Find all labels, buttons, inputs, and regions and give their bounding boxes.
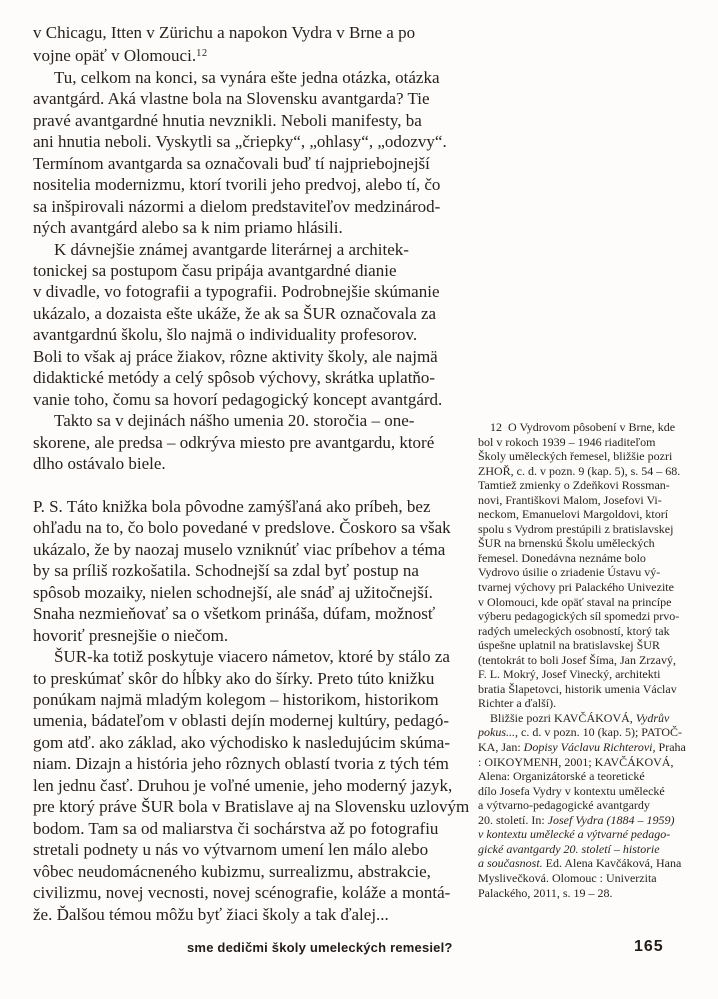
text-line: avantgárd. Aká vlastne bola na Slovensku avantgarda? Tie [33, 89, 430, 109]
text-line: umenia, bádateľom v oblasti dejín modernej kultúry, pedagó- [33, 711, 450, 731]
text-line: výberu pedagogických síl spomedzi prvo- [478, 609, 680, 624]
text-line: Termínom avantgarda sa označovali buď tí najpriebojnejší [33, 153, 430, 173]
text-line: bol v rokoch 1939 – 1946 riaditeľom [478, 434, 656, 449]
text-line: tonickej sa postupom času pripája avantgardné dianie [33, 260, 397, 280]
text-line: neckom, Emanuelovi Margoldovi, ktorí [478, 507, 669, 522]
text-line: Bližšie pozri KAVČÁKOVÁ, Vydrův [490, 710, 670, 725]
paragraph [478, 420, 708, 711]
text-line: stretali podnety u nás vo výtvarnom umení len málo alebo [33, 840, 429, 860]
text-line: úspešne uplatnil na bratislavskej ŠUR [478, 638, 660, 653]
text-line: Snaha nezmieňovať sa o všetkom prináša, dúfam, možnosť [33, 604, 436, 624]
text-line: ŠUR-ka totiž poskytuje viacero námetov, ktoré by stálo za [54, 647, 450, 667]
text-line: v divadle, vo fotografii a typografii. Podrobnejšie skúmanie [33, 282, 440, 302]
text-line: nositelia modernizmu, ktorí tvorili jeho predvoj, alebo tí, čo [33, 175, 441, 195]
text-line: ponúkam najmä mladým kolegom – historikom, historikom [33, 690, 439, 710]
text-line: vanie toho, čomu sa hovorí pedagogický koncept avantgárd. [33, 389, 443, 409]
text-line: avantgardnú školu, šlo najmä o individuality profesorov. [33, 325, 418, 345]
text-line: Myslivečková. Olomouc : Univerzita [478, 870, 657, 885]
paragraph [33, 22, 481, 67]
text-line: F. L. Mokrý, Josef Vinecký, architekti [478, 667, 661, 682]
text-line: Tu, celkom na konci, sa vynára ešte jedna otázka, otázka [54, 67, 440, 87]
text-line: v kontextu umělecké a výtvarné pedago- [478, 827, 671, 842]
text-line: K dávnejšie známej avantgarde literárnej a architek- [54, 239, 409, 259]
text-line: niam. Dizajn a história jeho rôznych oblastí tvoria z tých tém [33, 754, 449, 774]
text-line: Školy uměleckých řemesel, bližšie pozri [478, 449, 673, 464]
text-line: pravé avantgardné hnutia nevznikli. Neboli manifesty, ba [33, 110, 422, 130]
text-line: Richter a ďalší). [478, 696, 557, 711]
text-line: v Olomouci, kde opäť staval na princípe [478, 594, 672, 609]
text-line: pokus..., c. d. v pozn. 10 (kap. 5); PATOČ- [478, 725, 682, 740]
text-line: ukázalo, a dozaista ešte ukáže, že ak sa ŠUR označovala za [33, 303, 437, 323]
text-line: (tentokrát to boli Josef Šíma, Jan Zrzavý, [478, 652, 676, 667]
text-line: 20. století. In: Josef Vydra (1884 – 1959) [478, 812, 675, 827]
paragraph [33, 239, 481, 411]
text-line: didaktické metódy a celý spôsob výchovy, skrátka uplatňo- [33, 368, 436, 388]
text-line: pre ktorý práve ŠUR bola v Bratislave aj na Slovensku uzlovým [33, 797, 470, 817]
main-text-column [33, 22, 481, 925]
text-line: že. Ďalšou témou môžu byť žiaci školy a tak ďalej... [33, 904, 389, 924]
text-line: ZHOŘ, c. d. v pozn. 9 (kap. 5), s. 54 – 68. [478, 463, 681, 478]
footnote-column [478, 420, 708, 900]
text-line: Vydrovo úsilie o zriadenie Ústavu vý- [478, 565, 661, 580]
paragraph [33, 67, 481, 239]
text-line: vojne opäť v Olomouci.$^{12}$ [33, 46, 208, 66]
text-line: gické avantgardy 20. století – historie [478, 841, 660, 856]
text-line: Takto sa v dejinách nášho umenia 20. storočia – one- [54, 411, 415, 431]
text-line: to preskúmať skôr do hĺbky ako do šírky. Preto túto knižku [33, 668, 435, 688]
text-line: dlho ostávalo biele. [33, 454, 166, 474]
text-line: Boli to však aj práce žiakov, rôzne aktivity školy, ale najmä [33, 346, 438, 366]
text-line: skorene, ale predsa – odkrýva miesto pre avantgardu, ktoré [33, 432, 435, 452]
text-line: sa inšpirovali názormi a dielom predstaviteľov medzinárod- [33, 196, 441, 216]
text-line: řemesel. Donedávna neznáme bolo [478, 550, 646, 565]
text-line: ných avantgárd alebo sa k nim priamo hlásili. [33, 218, 343, 238]
text-line: ŠUR na brnenskú Školu uměleckých [478, 536, 655, 551]
paragraph [33, 496, 481, 646]
text-line: Alena: Organizátorské a teoretické [478, 769, 645, 784]
text-line: civilizmu, novej vecnosti, novej scénografie, koláže a montá- [33, 883, 451, 903]
text-line: radých umeleckých osobností, ktorý tak [478, 623, 670, 638]
paragraph [478, 711, 708, 900]
text-line: a současnost. Ed. Alena Kavčáková, Hana [478, 856, 682, 871]
text-line: ani hnutia neboli. Vyskytli sa „čriepky“, „ohlasy“, „odozvy“. [33, 132, 447, 152]
text-line: gom atď. ako základ, ako východisko k nasledujúcim skúma- [33, 732, 451, 752]
text-line: vôbec neudomácneného kubizmu, surrealizmu, abstrakcie, [33, 861, 431, 881]
text-line: KA, Jan: Dopisy Václavu Richterovi, Praha [478, 740, 686, 755]
text-line: ukázalo, že by naozaj muselo vzniknúť viac príbehov a téma [33, 539, 446, 559]
paragraph [33, 410, 481, 474]
text-line: Palackého, 2011, s. 19 – 28. [478, 885, 613, 900]
text-line: a výtvarno-pedagogické avantgardy [478, 798, 650, 813]
text-line: v Chicagu, Itten v Zürichu a napokon Vydra v Brne a po [33, 23, 416, 42]
footnote-reference: 12 [196, 48, 208, 60]
text-line: len jednu časť. Druhou je voľné umenie, jeho moderný jazyk, [33, 775, 453, 795]
text-line: dílo Josefa Vydry v kontextu umělecké [478, 783, 665, 798]
text-line: Tamtiež zmienky o Zdeňkovi Rossman- [478, 478, 670, 493]
text-line: by sa príliš rozkošatila. Schodnejší sa zdal byť postup na [33, 561, 419, 581]
text-line: novi, Františkovi Malom, Josefovi Vi- [478, 492, 662, 507]
text-line: : OIKOYMENH, 2001; KAVČÁKOVÁ, [478, 754, 674, 769]
text-line: bratia Šlapetovci, historik umenia Václav [478, 681, 677, 696]
text-line: hovoriť presnejšie o niečom. [33, 625, 229, 645]
text-line: tvarnej výchovy pri Palackého Univezite [478, 580, 674, 595]
running-title: sme dedičmi školy umeleckých remesiel? [187, 940, 453, 955]
text-line: spolu s Vydrom prestúpili z bratislavskej [478, 521, 674, 536]
paragraph [33, 646, 481, 925]
text-line: spôsob mozaiky, nielen schodnejší, ale snáď aj užitočnejší. [33, 582, 433, 602]
text-line: ohľadu na to, čo bolo povedané v predslove. Čoskoro sa však [33, 518, 451, 538]
text-line: 12 O Vydrovom pôsobení v Brne, kde [490, 420, 676, 434]
text-line: P. S. Táto knižka bola pôvodne zamýšľaná ako príbeh, bez [33, 496, 431, 516]
text-line: bodom. Tam sa od maliarstva či sochárstva až po fotografiu [33, 818, 439, 838]
page-number: 165 [634, 938, 664, 955]
